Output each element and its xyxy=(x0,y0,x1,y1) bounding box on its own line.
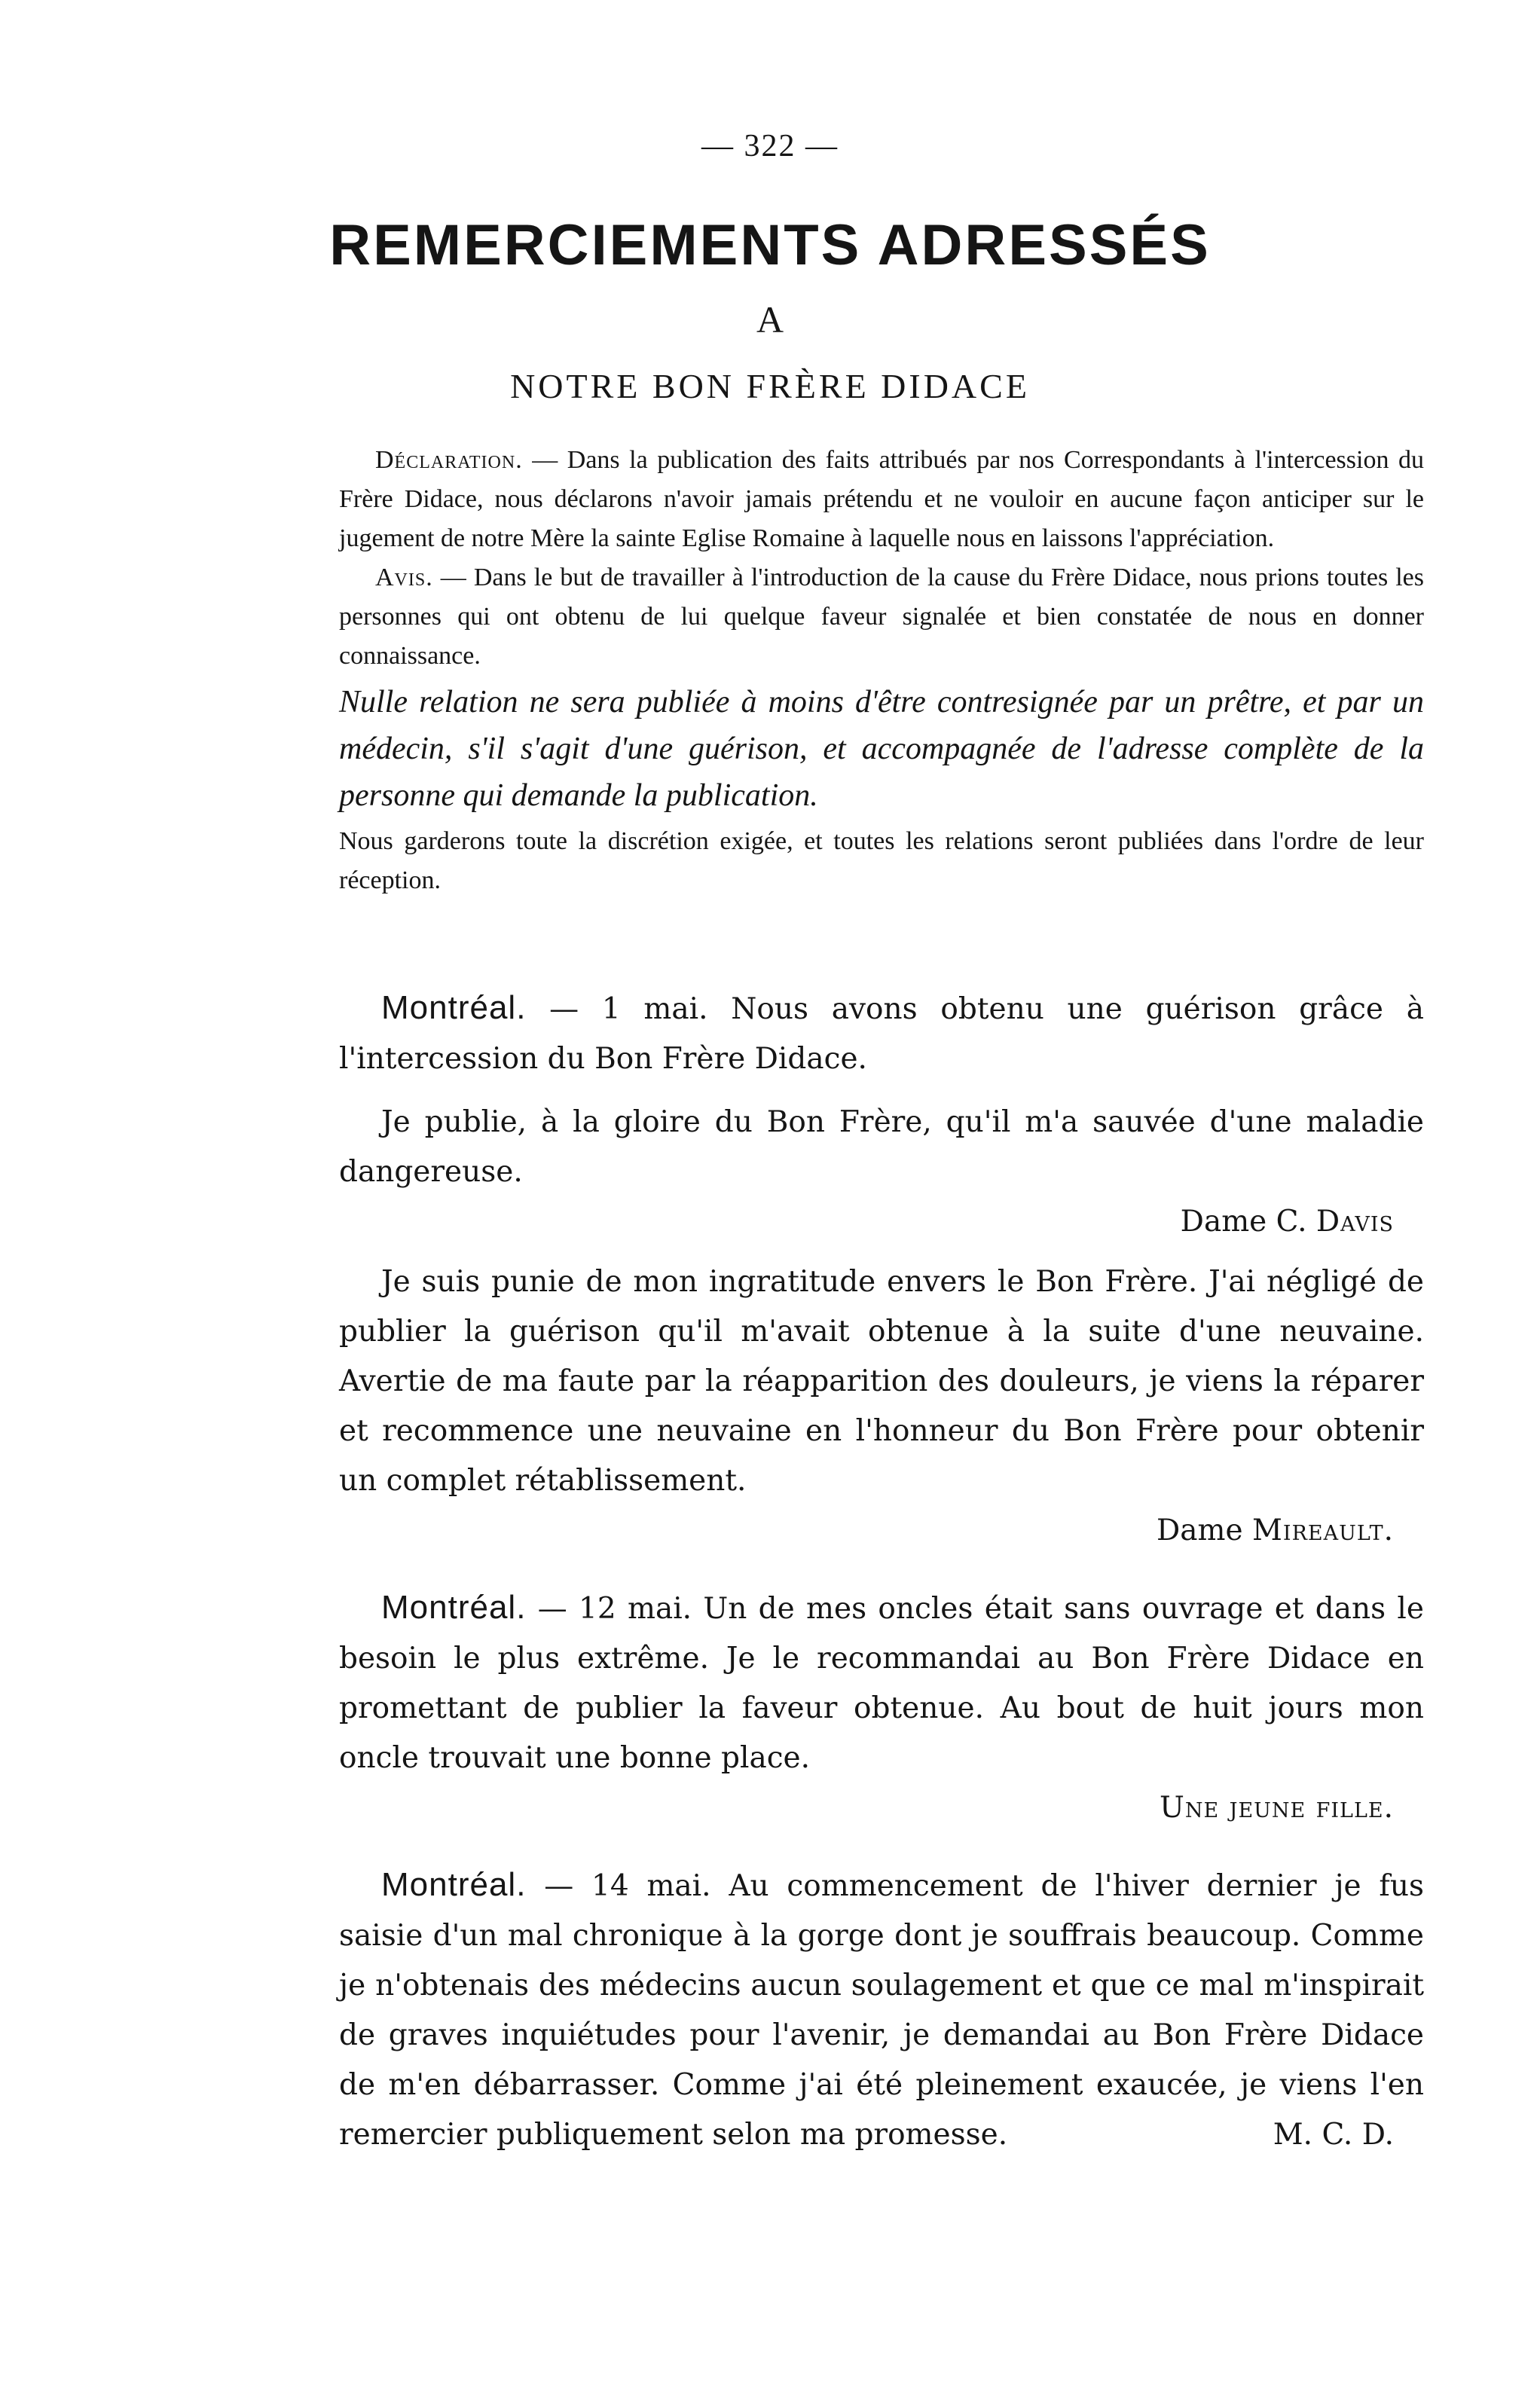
entry-1-signature-name: Davis xyxy=(1315,1205,1394,1239)
entry-3-body: Un de mes oncles était sans ouvrage et dans le besoin le plus extrême. Je le recommandai au Bon Frère Didace en promettant de publier la faveur obtenue. Au bout de huit jours mon oncle trouvait une bonne place. xyxy=(339,1592,1424,1775)
entry-3 xyxy=(339,1583,1424,1833)
closing-paragraph: Nous garderons toute la discrétion exigée, et toutes les relations seront publiées dans l'ordre de leur réception. xyxy=(339,827,1424,894)
entry-1-date: — 1 mai. xyxy=(526,992,732,1026)
page-subtitle-a: A xyxy=(756,298,784,341)
avis-text: — Dans le but de travailler à l'introduction de la cause du Frère Didace, nous prions toutes les personnes qui ont obtenu de lui quelque faveur signalée et bien constatée de nous en donner connaissance. xyxy=(339,564,1424,670)
avis-paragraph xyxy=(339,558,1424,676)
entry-2-signature xyxy=(339,1506,1424,1556)
entry-3-signature-name: Une jeune fille. xyxy=(1160,1791,1394,1825)
avis-label: Avis. xyxy=(375,564,433,591)
entry-1-signature xyxy=(339,1197,1424,1247)
entry-3-place: Montréal. xyxy=(381,1589,527,1626)
entry-1-signature-prefix: Dame C. xyxy=(1180,1205,1316,1239)
page-subtitle: NOTRE BON FRÈRE DIDACE xyxy=(510,367,1030,405)
entry-4-date: — 14 mai. xyxy=(526,1869,729,1903)
entry-2-signature-prefix: Dame xyxy=(1156,1514,1252,1547)
publication-condition: Nulle relation ne sera publiée à moins d'être contresignée par un prêtre, et par un médecin, s'il s'agit d'une guérison, et accompagnée de l'adresse complète de la personne qui demande la publication. xyxy=(339,685,1424,813)
entry-4-body: Au commencement de l'hiver dernier je fus saisie d'un mal chronique à la gorge dont je souffrais beaucoup. Comme je n'obtenais des médecins aucun soulagement et que ce mal m'inspirait de graves inquiétudes pour l'avenir, je demandai au Bon Frère Didace de m'en débarrasser. Comme j'ai été pleinement exaucée, je viens l'en remercier publiquement selon ma promesse. xyxy=(339,1869,1424,2152)
entry-3-text xyxy=(339,1583,1424,1783)
letters-section xyxy=(339,983,1424,2160)
declaration-paragraph xyxy=(339,441,1424,558)
notice-section xyxy=(339,441,1424,900)
entry-2-signature-name: Mireault. xyxy=(1251,1514,1394,1547)
page-title: REMERCIEMENTS ADRESSÉS xyxy=(329,213,1211,277)
entry-4-signature: M. C. D. xyxy=(1273,2118,1394,2152)
entry-1 xyxy=(339,983,1424,1247)
entry-1-text xyxy=(339,983,1424,1084)
entry-4-text xyxy=(339,1860,1424,2160)
entry-1-text2: Je publie, à la gloire du Bon Frère, qu'il m'a sauvée d'une maladie dangereuse. xyxy=(339,1105,1424,1189)
entry-3-signature xyxy=(339,1783,1424,1833)
entry-2 xyxy=(339,1257,1424,1556)
entry-4-place: Montréal. xyxy=(381,1866,527,1903)
entry-3-date: — 12 mai. xyxy=(526,1592,704,1626)
entry-2-text: Je suis punie de mon ingratitude envers le Bon Frère. J'ai négligé de publier la guérison qu'il m'avait obtenue à la suite d'une neuvaine. Avertie de ma faute par la réapparition des douleurs, je viens la réparer et recommence une neuvaine en l'honneur du Bon Frère pour obtenir un complet rétablissement. xyxy=(339,1265,1424,1498)
entry-4 xyxy=(339,1860,1424,2160)
entry-1-place: Montréal. xyxy=(381,989,527,1026)
page-number: — 322 — xyxy=(701,129,839,163)
entry-1-body: Nous avons obtenu une guérison grâce à l'intercession du Bon Frère Didace. xyxy=(339,992,1424,1076)
declaration-text: — Dans la publication des faits attribués par nos Correspondants à l'intercession du Frère Didace, nous déclarons n'avoir jamais prétendu et ne vouloir en aucune façon anticiper sur le jugement de notre Mère la sainte Eglise Romaine à laquelle nous en laissons l'appréciation. xyxy=(339,446,1424,552)
declaration-label: Déclaration. xyxy=(375,446,523,474)
